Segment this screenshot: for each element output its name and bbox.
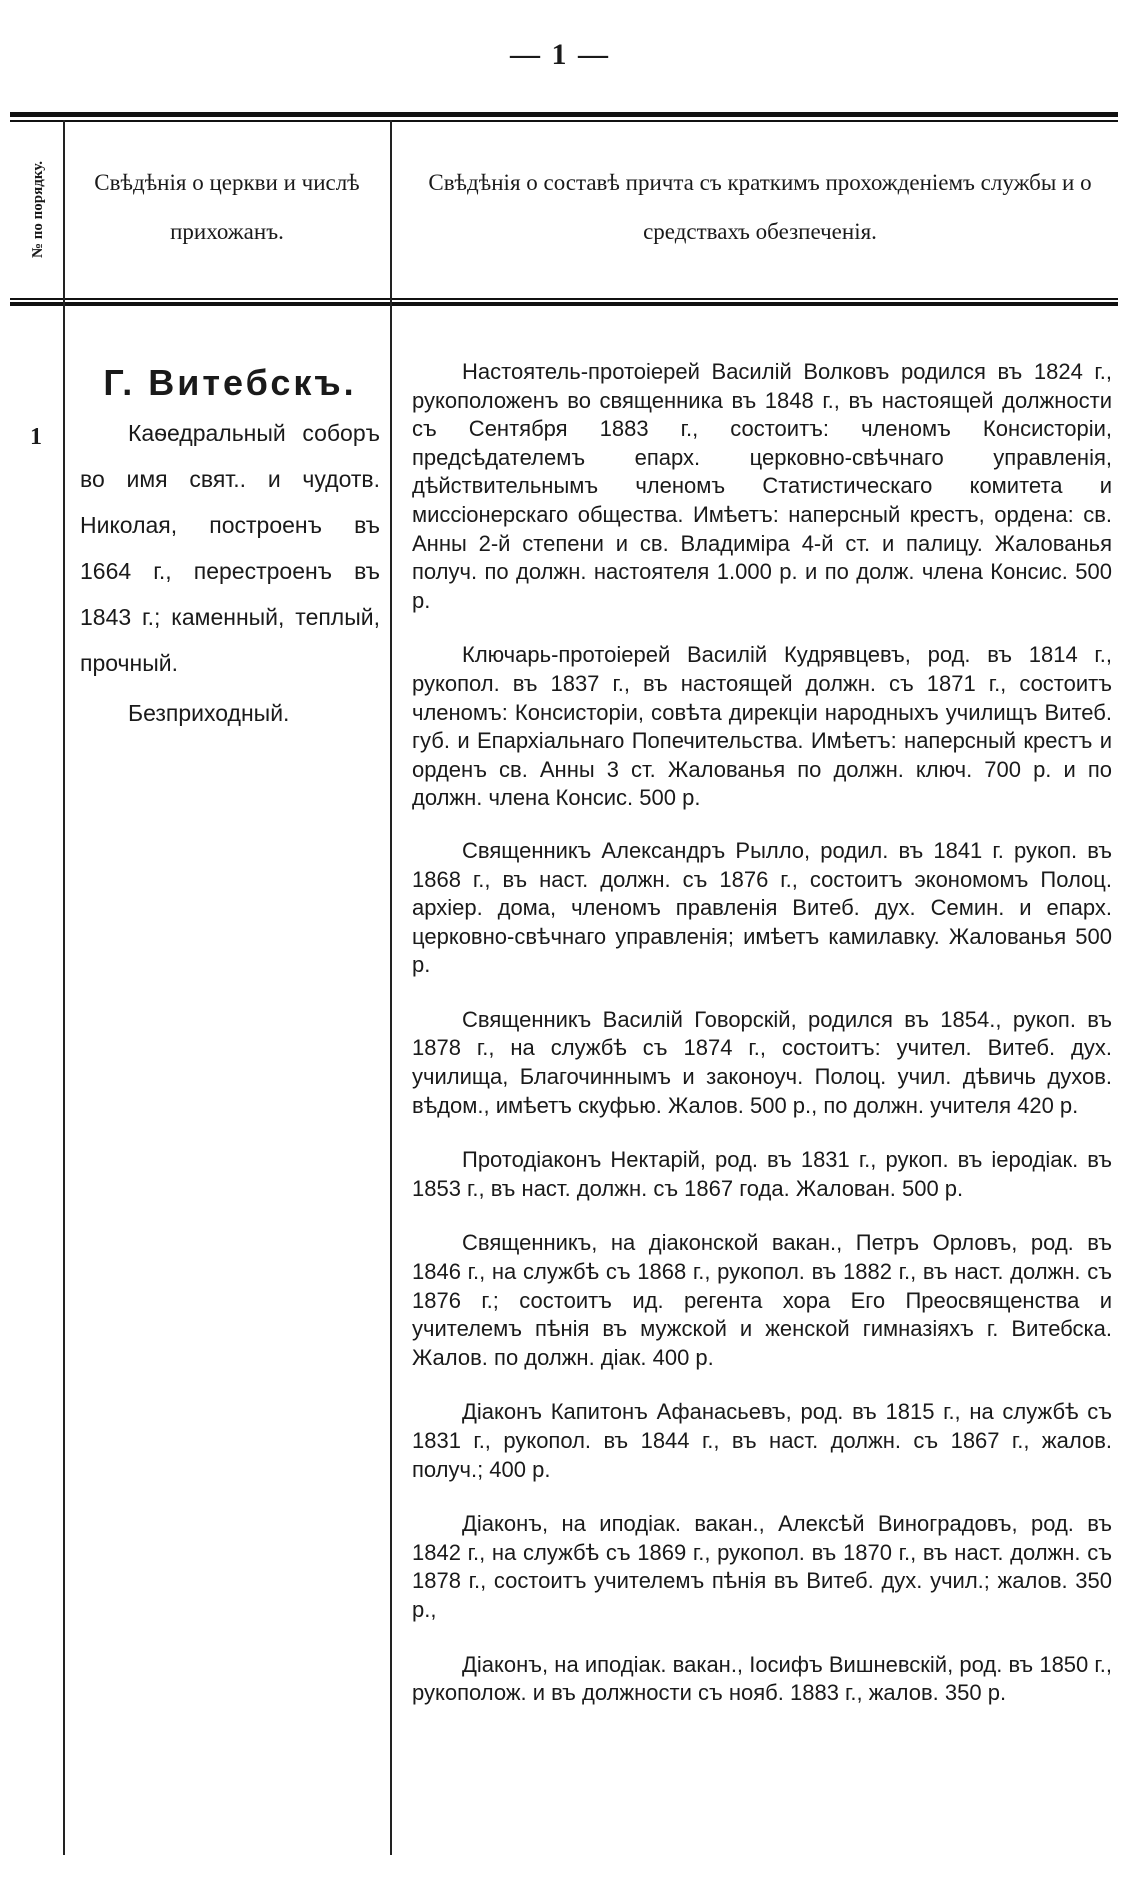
clergy-entry: Священникъ, на діаконской вакан., Петръ Орловъ, род. въ 1846 г., на службѣ съ 1868 г., рукопол. въ 1882 г., въ наст. должн. съ 1876 г.; состоитъ ид. регента хора Его Преосвященства и учителемъ пѣнія въ мужской и женской гимназіяхъ г. Витебска. Жалов. по должн. діак. 400 р. <box>412 1230 1112 1370</box>
church-info-column <box>80 362 380 727</box>
clergy-entry: Діаконъ, на иподіак. вакан., Іосифъ Вишневскій, род. въ 1850 г., рукополож. и въ должности съ нояб. 1883 г., жалов. 350 р. <box>412 1651 1112 1706</box>
parish-status: Безприходный. <box>128 700 290 726</box>
top-rule <box>10 112 1118 117</box>
column-divider-1 <box>63 120 65 1855</box>
row-number: 1 <box>30 424 42 450</box>
clergy-entry: Настоятель-протоіерей Василій Волковъ родился въ 1824 г., рукоположенъ во священника въ 1848 г., въ настоящей должности съ Сентября 1883 г., состоитъ: членомъ Консисторіи, предсѣдателемъ епарх. церковно-свѣчнаго управленія, дѣйствительнымъ членомъ Статистическаго комитета и миссіонерскаго общества. Имѣетъ: наперсный крестъ, ордена: св. Анны 2-й степени и св. Владиміра 4-й ст. и палицу. Жалованья получ. по должн. настоятеля 1.000 р. и по долж. члена Консис. 500 р. <box>412 359 1112 613</box>
page-number: — 1 — <box>510 38 610 71</box>
clergy-entry: Ключарь-протоіерей Василій Кудрявцевъ, род. въ 1814 г., рукопол. въ 1837 г., въ настоящей должн. съ 1871 г., состоитъ членомъ: Консисторіи, совѣта дирекціи народныхъ училищъ Витеб. губ. и Епархіальнаго Попечительства. Имѣетъ: наперсный крестъ и орденъ св. Анны 3 ст. Жалованья по должн. ключ. 700 р. и по должн. члена Консис. 500 р. <box>412 642 1112 811</box>
city-title: Г. Витебскъ. <box>103 362 357 403</box>
header-number-column <box>18 120 60 298</box>
header-clergy-info: Свѣдѣнія о составѣ причта съ краткимъ прохожденіемъ службы и о средствахъ обезпеченія. <box>428 170 1092 244</box>
clergy-entry: Священникъ Александръ Рылло, родил. въ 1841 г. рукоп. въ 1868 г., въ наст. должн. съ 1876 г., состоитъ экономомъ Полоц. архіер. дома, членомъ правленія Витеб. дух. Семин. и епарх. церковно-свѣчнаго управленія; имѣетъ камилавку. Жалованья 500 р. <box>412 837 1112 978</box>
header-rule-thin <box>10 298 1118 300</box>
church-description: Каѳедральный соборъ во имя свят.. и чудотв. Николая, построенъ въ 1664 г., перестроенъ въ 1843 г.; каменный, теплый, прочный. <box>80 420 380 676</box>
clergy-entry: Діаконъ, на иподіак. вакан., Алексѣй Виноградовъ, род. въ 1842 г., на службѣ съ 1869 г., рукопол. въ 1870 г., въ наст. должн. съ 1878 г., состоитъ учителемъ пѣнія въ Витеб. дух. учил.; жалов. 350 р., <box>412 1511 1112 1622</box>
clergy-entry: Священникъ Василій Говорскій, родился въ 1854., рукоп. въ 1878 г., на службѣ съ 1874 г., состоитъ: учител. Витеб. дух. училища, Благочиннымъ и законоуч. Полоц. учил. дѣвичь духов. вѣдом., имѣетъ скуфью. Жалов. 500 р., по должн. учителя 420 р. <box>412 1006 1112 1118</box>
clergy-column <box>412 358 1112 1734</box>
header-number-label: № по порядку. <box>30 160 47 258</box>
column-divider-2 <box>390 120 392 1855</box>
clergy-entry: Протодіаконъ Нектарій, род. въ 1831 г., рукоп. въ іеродіак. въ 1853 г., въ наст. должн. съ 1867 года. Жалован. 500 р. <box>412 1147 1112 1201</box>
top-rule-thin <box>10 120 1118 122</box>
clergy-entry: Діаконъ Капитонъ Афанасьевъ, род. въ 1815 г., на службѣ съ 1831 г., рукопол. въ 1844 г., въ наст. должн. съ 1867 г., жалов. получ.; 400 р. <box>412 1399 1112 1482</box>
header-rule <box>10 302 1118 306</box>
header-church-info: Свѣдѣнія о церкви и числѣ прихожанъ. <box>94 170 360 244</box>
